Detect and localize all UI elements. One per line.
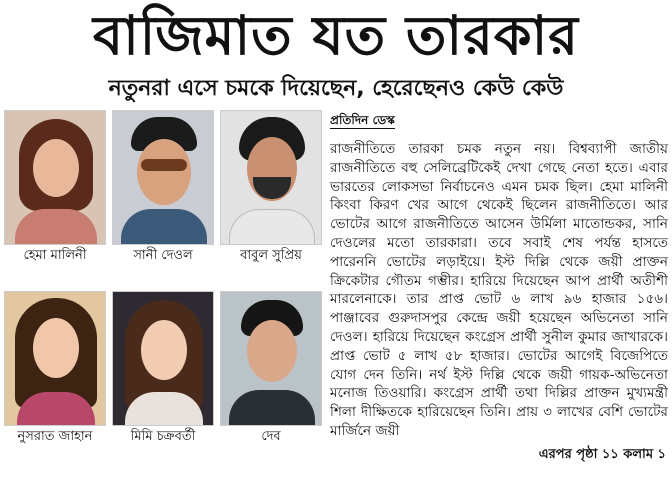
headline: বাজিমাত যত তারকার (93, 4, 579, 67)
caption-dev: দেব (261, 429, 281, 444)
photo-card-hema (4, 110, 106, 267)
photo-card-nusrat (4, 291, 106, 448)
photo-card-sunny (112, 110, 214, 267)
photo-sunny-deol (112, 110, 214, 245)
photo-grid (4, 110, 322, 470)
article-text: রাজনীতিতে তারকা চমক নতুন নয়। বিশ্বব্যাপী জাতীয় রাজনীতিতে বহু সেলিব্রেটিকেই দেখা গেছে নেতা হতে। এবার ভারতের লোকসভা নির্বাচনেও এমন চমক ছিল। হেমা মালিনী কিংবা কিরণ খের আগে থেকেই ছিলেন রাজনীতিতে। আর ভোটের আগে রাজনীতিতে আসেন উর্মিলা মাতোন্ডকর, সানি দেওলের মতো তারকারা। তবে সবাই শেষ পর্যন্ত হাসতে পারেননি ভোটের লড়াইয়ে। ইস্ট দিল্লি থেকে জয়ী প্রাক্তন ক্রিকেটার গৌতম গম্ভীর। হারিয়ে দিয়েছেন আপ প্রার্থী অতীশী মারলেনাকে। তার প্রাপ্ত ভোট ৬ লাখ ৯৬ হাজার ১৫৬। পাঞ্জাবের গুরুদাসপুর কেন্দ্রে জয়ী হয়েছেন অভিনেতা সানি দেওল। হারিয়ে দিয়েছেন কংগ্রেস প্রার্থী সুনীল কুমার জাখারকে। প্রাপ্ত ভোট ৫ লাখ ৫৮ হাজার। ভোটের আগেই বিজেপিতে যোগ দেন তিনি। নর্থ ইস্ট দিল্লি থেকে জয়ী গায়ক-অভিনেতা মনোজ তিওয়ারি। কংগ্রেস প্রার্থী তথা দিল্লির প্রাক্তন মুখ্যমন্ত্রী শিলা দীক্ষিতকে হারিয়েছেন তিনি। প্রায় ৩ লাখের বেশি ভোটের মার্জিনে জয়ী (330, 141, 668, 439)
caption-mimi-chakraborty: মিমি চক্রবর্তী (130, 429, 196, 444)
photo-mimi-chakraborty (112, 291, 214, 426)
caption-nusrat-jahan: নুসরাত জাহান (17, 429, 93, 444)
subheadline: নতুনরা এসে চমকে দিয়েছেন, হেরেছেনও কেউ কেউ (108, 76, 564, 101)
photo-card-mimi (112, 291, 214, 448)
byline: প্রতিদিন ডেস্ক (330, 113, 395, 127)
photo-dev (220, 291, 322, 426)
photo-card-dev (220, 291, 322, 448)
caption-sunny-deol: সানী দেওল (133, 248, 193, 263)
caption-babul-supriyo: বাবুল সুপ্রিয় (240, 248, 302, 263)
caption-hema-malini: হেমা মালিনী (23, 248, 87, 263)
continued-marker: এরপর পৃষ্ঠা ১১ কলাম ১ (538, 447, 666, 462)
photo-card-babul (220, 110, 322, 267)
photo-hema-malini (4, 110, 106, 245)
article-body (330, 140, 668, 470)
photo-babul-supriyo (220, 110, 322, 245)
photo-nusrat-jahan (4, 291, 106, 426)
